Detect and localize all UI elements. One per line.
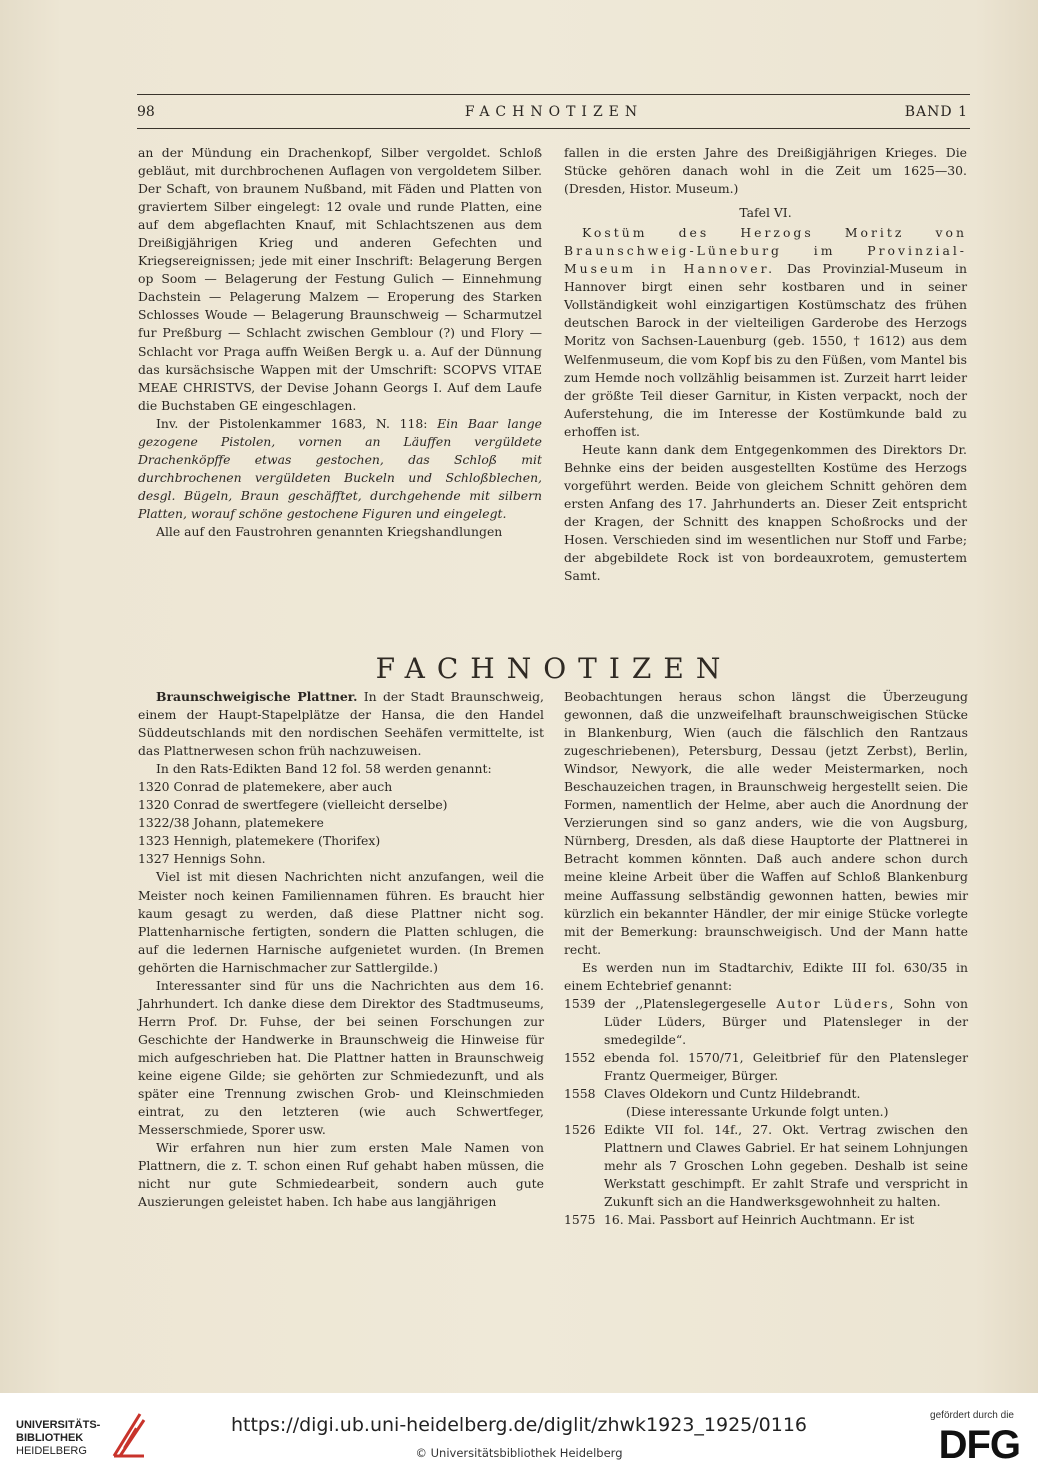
list-item: 1320 Conrad de swertfegere (vielleicht derselbe) bbox=[138, 797, 448, 813]
entry-year: 1552 bbox=[564, 1049, 596, 1065]
list-item: 1327 Hennigs Sohn. bbox=[138, 851, 266, 867]
permalink-url[interactable]: https://digi.ub.uni-heidelberg.de/diglit/zhwk1923_1925/0116 bbox=[230, 1414, 808, 1436]
archive-entry: 1539 der ,,Platenslegergeselle Autor Lüders, Sohn von Lüder Lüders, Bürger und Platensleger in der smedegilde“. bbox=[564, 995, 968, 1049]
running-title: FACHNOTIZEN bbox=[464, 104, 644, 120]
plate-caption: Tafel VI. bbox=[739, 205, 792, 221]
column-lower-left bbox=[138, 688, 544, 1211]
header-rule bbox=[137, 128, 970, 129]
entry-year: 1575 bbox=[564, 1212, 596, 1228]
paragraph: Beobachtungen heraus schon längst die Überzeugung gewonnen, daß die unzweifelhaft braunschweigischen Stücke in Blankenburg, Wien (auch die fälschlich den Rantzaus zugeschriebenen), Petersburg, Dessau (jetzt Zerbst), Berlin, Windsor, Newyork, die alle weder Meistermarken, noch Beschauzeichen tragen, in Braunschweig hergestellt seien. Die Formen, namentlich der Helme, aber auch die Anordnung der Verzierungen sind so ganz anders, wie die von Augsburg, Nürnberg, Dresden, als daß diese Hauptorte der Plattnerei in Betracht kommen könnten. Daß auch andere schon durch meine kleine Arbeit über die Waffen auf Schloß Blankenburg meine Auffassung selbständig gewonnen hatten, bewies mir kürzlich ein bekannter Händler, der mir einige Stücke vorlegte mit der Bemerkung: braunschweigisch. Und der Mann hatte recht. bbox=[564, 689, 968, 957]
inventory-paragraph: Inv. der Pistolenkammer 1683, N. 118: Ein Baar lange gezogene Pistolen, vornen an Läuffen vergüldete Drachenköpffe etwas gestochen, das Schloß mit durchbrochenen vergüldeten Buckeln und Schloßblechen, desgl. Bügeln, Braun geschäfftet, durchgehende mit silbern Platten, worauf schöne gestochene Figuren und eingelegt. bbox=[138, 415, 543, 521]
column-upper-right bbox=[564, 144, 967, 585]
copyright-notice: © Universitätsbibliothek Heidelberg bbox=[415, 1446, 623, 1460]
volume-label: BAND 1 bbox=[904, 104, 968, 120]
entry-year: 1539 bbox=[564, 995, 596, 1011]
inventory-quote: Ein Baar lange gezogene Pistolen, vornen an Läuffen vergüldete Drachenköpffe etwas gestochen, das Schloß mit durchbrochenen vergüldeten Buckeln und Schloßblechen, desgl. Bügeln, Braun geschäfftet, durchgehende mit silbern Platten, worauf schöne gestochene Figuren und eingelegt. bbox=[138, 415, 543, 521]
paragraph: Interessanter sind für uns die Nachrichten aus dem 16. Jahrhundert. Ich danke diese dem Direktor des Stadtmuseums, Herrn Prof. Dr. Fuhse, der bei seinen Forschungen zur Geschichte der Handwerke in Braunschweig die Hinweise für mich aufgeschrieben hat. Die Plattner hatten in Braunschweig keine eigene Gilde; sie gehörten zur Schmiedezunft, und als später eine Trennung zwischen Grob- und Kleinschmieden eintrat, zu den letzteren (wie auch Schwertfeger, Messerschmiede, Sporer usw. bbox=[138, 977, 544, 1138]
paragraph: Wir erfahren nun hier zum ersten Male Namen von Plattnern, die z. T. schon einen Ruf gehabt haben müssen, die nicht nur gute Schmiedearbeit, sondern auch gute Auszierungen geleistet haben. Ich habe aus langjährigen bbox=[138, 1140, 544, 1210]
column-upper-left bbox=[138, 144, 542, 541]
article-heading: Braunschweigische Plattner. bbox=[156, 689, 358, 704]
paragraph: an der Mündung ein Drachenkopf, Silber vergoldet. Schloß gebläut, mit durchbrochenen Auflagen von vergoldetem Silber. Der Schaft, von braunem Nußband, mit Fäden und Platten von graviertem Silber eingelegt: 12 ovale und runde Platten, eine auf dem abgeflachten Knauf, mit Schlachtszenen aus dem Dreißigjährigen Krieg und anderen Gefechten und Kriegsereignissen; jede mit einer Inschrift: Belagerung Bergen op Soom — Belagerung der Festung Gulich — Einnehmung Dachstein — Pelagerung Malzem — Eroperung des Starken Schlosses Woude — Belagerung Braunschweig — Scharmutzel fur Preßburg — Schlacht zwischen Gemblour (?) und Flory — Schlacht vor Praga auffn Weißen Bergk u. a. Auf der Dünnung das kursächsische Wappen mit der Umschrift: SCOPVS VITAE MEAE CHRISTVS, der Devise Johann Georgs I. Auf dem Laufe die Buchstaben GE eingeschlagen. bbox=[138, 145, 542, 413]
archive-entry: 1552 ebenda fol. 1570/71, Geleitbrief für den Platensleger Frantz Quermeiger, Bürger. bbox=[564, 1049, 968, 1085]
dfg-logo: DFG bbox=[938, 1423, 1020, 1467]
entry-note: (Diese interessante Urkunde folgt unten.) bbox=[626, 1104, 889, 1120]
archive-entry: 1558 Claves Oldekorn und Cuntz Hildebrandt. bbox=[564, 1085, 968, 1103]
column-lower-right bbox=[564, 688, 968, 1229]
paragraph: fallen in die ersten Jahre des Dreißigjährigen Krieges. Die Stücke gehören danach wohl in die Zeit um 1625—30. (Dresden, Histor. Museum.) bbox=[564, 145, 967, 197]
paragraph: Es werden nun im Stadtarchiv, Edikte III fol. 630/35 in einem Echtebrief genannt: bbox=[564, 959, 968, 993]
paragraph: Alle auf den Faustrohren genannten Kriegshandlungen bbox=[156, 523, 503, 539]
list-item: 1322/38 Johann, platemekere bbox=[138, 815, 324, 831]
funding-note: gefördert durch die bbox=[930, 1410, 1014, 1421]
entry-year: 1526 bbox=[564, 1122, 596, 1138]
list-item: 1320 Conrad de platemekere, aber auch bbox=[138, 779, 393, 795]
paragraph: Braunschweigische Plattner. In der Stadt Braunschweig, einem der Haupt-Stapelplätze der Hansa, die den Handel Süddeutschlands mit den nordischen Seehäfen vermittelte, ist das Plattnerwesen schon früh nachzuweisen. bbox=[138, 689, 544, 759]
paragraph: Heute kann dank dem Entgegenkommen des Direktors Dr. Behnke eins der beiden ausgestellten Kostüme des Herzogs vorgeführt werden. Beide von gleichem Schnitt gehören dem ersten Anfang des 17. Jahrhunderts an. Dieser Zeit entspricht der Kragen, der Schnitt des knappen Schoßrocks und der Hosen. Verschieden sind im wesentlichen nur Stoff und Farbe; der abgebildete Rock ist von bordeauxrotem, gemustertem Samt. bbox=[564, 441, 967, 584]
paragraph: In den Rats-Edikten Band 12 fol. 58 werden genannt: bbox=[156, 761, 492, 777]
library-logo-text: UNIVERSITÄTS- BIBLIOTHEK HEIDELBERG bbox=[16, 1419, 101, 1457]
top-rule bbox=[137, 94, 970, 95]
section-title: FACHNOTIZEN bbox=[375, 652, 733, 685]
archive-entry: 1526 Edikte VII fol. 14f., 27. Okt. Vertrag zwischen den Plattnern und Clawes Gabriel. Er hat seinem Lohnjungen mehr als 7 Groschen Lohn gegeben. Deshalb ist seine Werkstatt geschimpft. Er zahlt Strafe und verspricht in Zukunft sich an die Handwerksgewohnheit zu halten. bbox=[564, 1121, 968, 1211]
list-item: 1323 Hennigh, platemekere (Thorifex) bbox=[138, 833, 381, 849]
page-number: 98 bbox=[137, 104, 155, 120]
paragraph: Viel ist mit diesen Nachrichten nicht anzufangen, weil die Meister noch keinen Familiennamen führen. Es braucht hier kaum gesagt zu werden, daß diese Plattner nicht sog. Plattenharnische fertigten, sondern die Platten schlugen, die auf die ledernen Harnische aufgenietet wurden. (In Bremen gehörten die Harnischmacher zur Sattlergilde.) bbox=[138, 869, 544, 975]
paragraph: Kostüm des Herzogs Moritz von Braunschweig-Lüneburg im Provinzial-Museum in Hannover. Das Provinzial-Museum in Hannover birgt einen sehr kostbaren und in seiner Vollständigkeit wohl einzigartigen Kostümschatz des frühen deutschen Barock in der vielteiligen Garderobe des Herzogs Moritz von Sachsen-Lauenburg (geb. 1550, † 1612) aus dem Welfenmuseum, die vom Kopf bis zu den Füßen, vom Mantel bis zum Hemde noch vollzählig beisammen ist. Zurzeit harrt leider der größte Teil dieser Garnitur, in Kisten verpackt, noch der Auferstehung, die im Interesse der Kostümkunde bald zu erhoffen ist. bbox=[564, 225, 967, 439]
archive-entry: 1575 16. Mai. Passbort auf Heinrich Auchtmann. Er ist bbox=[564, 1211, 968, 1229]
entry-year: 1558 bbox=[564, 1086, 596, 1102]
